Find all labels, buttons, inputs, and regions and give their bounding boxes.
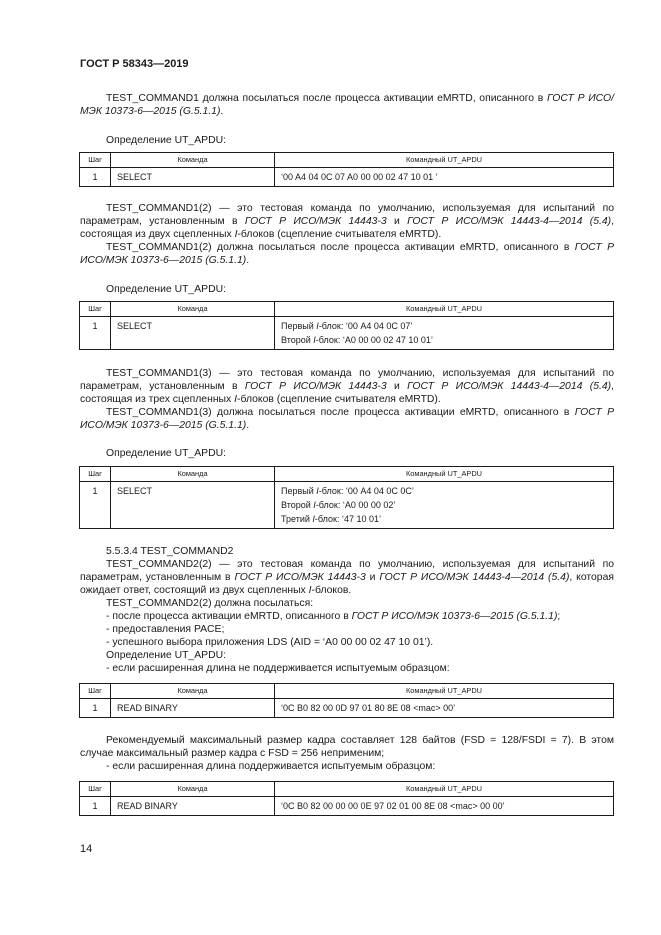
paragraph: TEST_COMMAND1(2) должна посылаться после процесса активации eMRTD, описанного в ГОСТ Р ИСО/МЭК 10373-6—2015 (G.5.1.1). xyxy=(80,242,614,266)
block-line: Третий I-блок: ‘47 10 01’ xyxy=(281,514,381,524)
definition-label: Определение UT_APDU: xyxy=(106,284,226,295)
list-item: - успешного выбора приложения LDS (AID = ‘A0 00 00 02 47 10 01’). xyxy=(106,637,434,648)
list-item: - предоставления PACE; xyxy=(106,624,225,635)
table-row: 1 READ BINARY ‘0C B0 82 00 0D 97 01 80 8E 08 <mac> 00’ xyxy=(80,699,614,718)
table-row: 1 READ BINARY ‘0C B0 82 00 00 00 0E 97 02 01 00 8E 08 <mac> 00 00’ xyxy=(80,797,614,816)
table-row: 1 SELECT ‘00 A4 04 0C 07 A0 00 00 02 47 10 01 ’ xyxy=(80,168,614,187)
condition: - если расширенная длина не поддерживается испытуемым образцом: xyxy=(106,663,450,674)
definition-label: Определение UT_APDU: xyxy=(106,448,226,459)
definition-label: Определение UT_APDU: xyxy=(106,650,226,661)
apdu-table xyxy=(79,152,614,187)
paragraph: TEST_COMMAND2(2) — это тестовая команда по умолчанию, используемая для испытаний по параметрам, установленным в ГОСТ Р ИСО/МЭК 14443-3 и ГОСТ Р ИСО/МЭК 14443-4—2014 (5.4), которая ожидает ответ, состоящий из двух сцепленных I-блоков. xyxy=(80,559,614,596)
column-header-apdu: Командный UT_APDU xyxy=(275,153,614,168)
table-row: 1 SELECT Первый I-блок: ‘00 A4 04 0C 07’ Второй I-блок: ‘A0 00 00 02 47 10 01’ xyxy=(80,317,614,350)
section-heading: 5.5.3.4 TEST_COMMAND2 xyxy=(106,546,234,557)
list-item: - после процесса активации eMRTD, описанного в ГОСТ Р ИСО/МЭК 10373-6—2015 (G.5.1.1); xyxy=(106,611,561,622)
block-line: Первый I-блок: ‘00 A4 04 0C 0C’ xyxy=(281,486,414,496)
block-line: Первый I-блок: ‘00 A4 04 0C 07’ xyxy=(281,321,413,331)
definition-label: Определение UT_APDU: xyxy=(106,135,226,146)
paragraph: TEST_COMMAND1(3) должна посылаться после процесса активации eMRTD, описанного в ГОСТ Р ИСО/МЭК 10373-6—2015 (G.5.1.1). xyxy=(80,407,614,431)
apdu-table: Шаг Команда Командный UT_APDU 1 SELECT Первый I-блок: ‘00 A4 04 0C 07’ Второй I-блок: ‘A0 00 00 02 47 10 01’ xyxy=(79,301,614,350)
column-header-command: Команда xyxy=(111,153,275,168)
block-line: Второй I-блок: ‘A0 00 00 02’ xyxy=(281,500,396,510)
apdu-table: Шаг Команда Командный UT_APDU 1 READ BINARY ‘0C B0 82 00 00 00 0E 97 02 01 00 8E 08 <mac> 00 00’ xyxy=(79,781,614,816)
block-line: Второй I-блок: ‘A0 00 00 02 47 10 01’ xyxy=(281,335,433,345)
paragraph: Рекомендуемый максимальный размер кадра составляет 128 байтов (FSD = 128/FSDI = 7). В этом случае максимальный размер кадра с FSD = 256 неприменим; xyxy=(80,735,614,759)
column-header-step: Шаг xyxy=(80,153,111,168)
page-number: 14 xyxy=(80,843,93,855)
apdu-table: Шаг Команда Командный UT_APDU 1 READ BINARY ‘0C B0 82 00 0D 97 01 80 8E 08 <mac> 00’ xyxy=(79,683,614,718)
document-header: ГОСТ Р 58343—2019 xyxy=(80,58,189,70)
apdu-table: Шаг Команда Командный UT_APDU 1 SELECT Первый I-блок: ‘00 A4 04 0C 0C’ Второй I-блок: ‘A0 00 00 02’ Третий I-блок: ‘47 10 01’ xyxy=(79,466,614,529)
paragraph: TEST_COMMAND1 должна посылаться после процесса активации eMRTD, описанного в ГОСТ Р ИСО/МЭК 10373-6—2015 (G.5.1.1). xyxy=(80,93,614,117)
condition: - если расширенная длина поддерживается испытуемым образцом: xyxy=(106,761,436,772)
reference: ГОСТ Р ИСО/МЭК 10373-6—2015 (G.5.1.1) xyxy=(80,93,614,117)
table-row: 1 SELECT Первый I-блок: ‘00 A4 04 0C 0C’ Второй I-блок: ‘A0 00 00 02’ Третий I-блок: ‘47 10 01’ xyxy=(80,482,614,529)
paragraph: TEST_COMMAND2(2) должна посылаться: xyxy=(106,598,314,609)
paragraph: TEST_COMMAND1(3) — это тестовая команда по умолчанию, используемая для испытаний по параметрам, установленным в ГОСТ Р ИСО/МЭК 14443-3 и ГОСТ Р ИСО/МЭК 14443-4—2014 (5.4), состоящая из трех сцепленных I-блоков (сцепление считывателя eMRTD). xyxy=(80,368,614,405)
paragraph: TEST_COMMAND1(2) — это тестовая команда по умолчанию, используемая для испытаний по параметрам, установленным в ГОСТ Р ИСО/МЭК 14443-3 и ГОСТ Р ИСО/МЭК 14443-4—2014 (5.4), состоящая из двух сцепленных I-блоков (сцепление считывателя eMRTD). xyxy=(80,203,614,240)
